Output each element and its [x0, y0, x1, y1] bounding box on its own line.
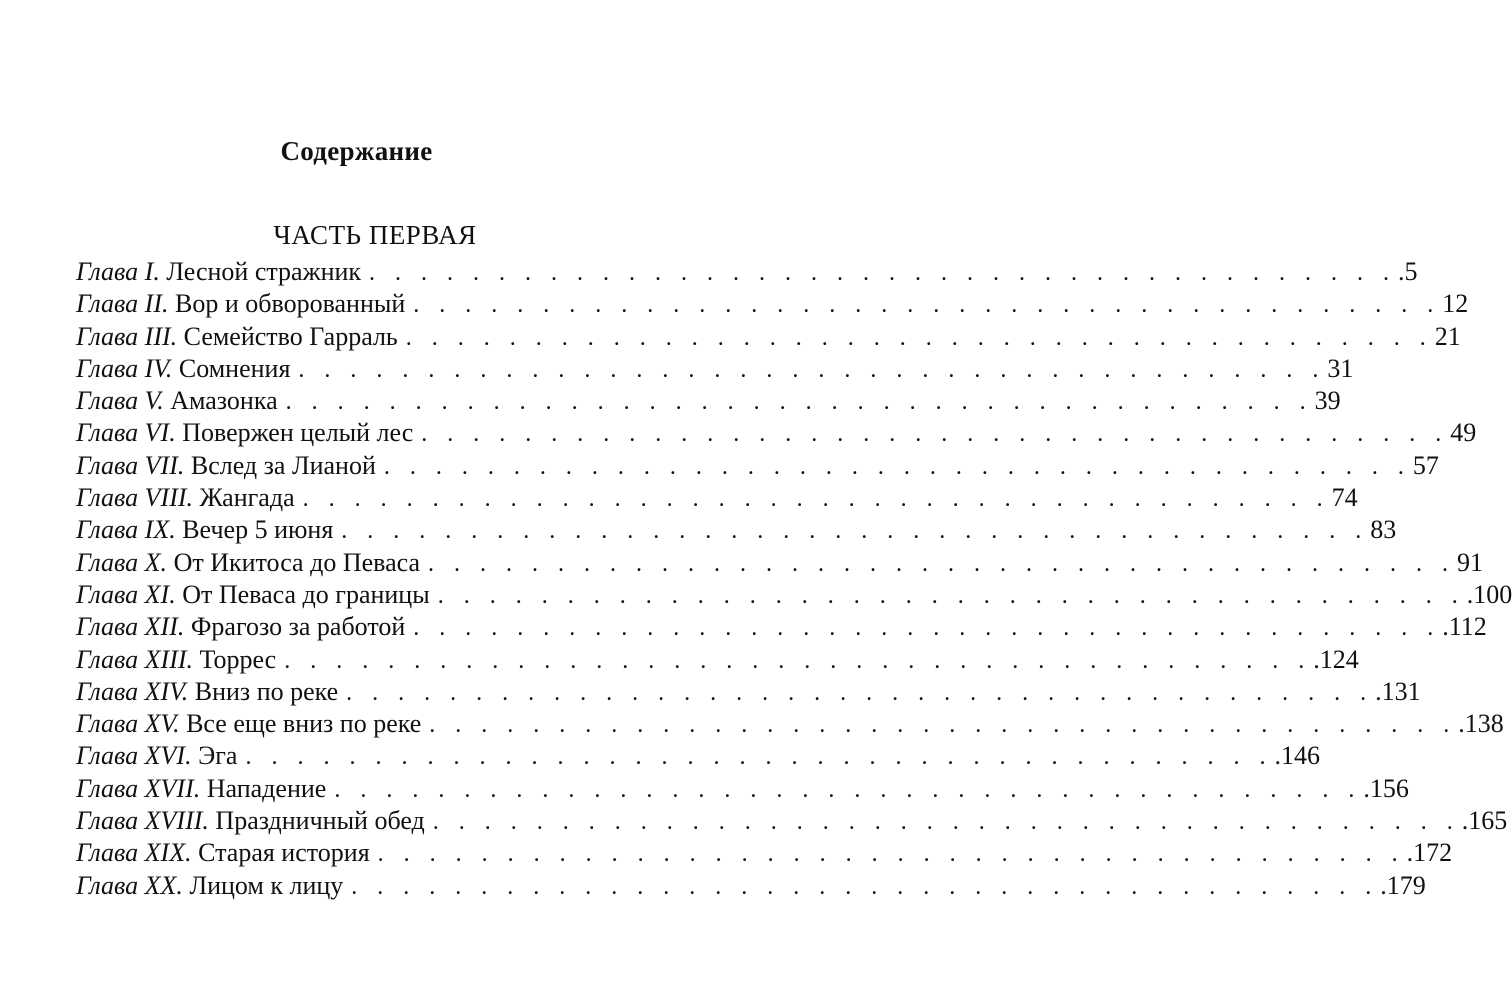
dot-leader: . . . . . . . . . . . . . . . . . . . . . . . . . . . . . . . . . . . . . . . .: [346, 679, 1374, 706]
toc-entry-label: [76, 676, 338, 708]
chapter-title: Жангада: [199, 483, 295, 513]
page-number: 49: [1450, 418, 1477, 448]
chapter-title: Вор и обворованный: [175, 289, 406, 319]
dot-leader: . . . . . . . . . . . . . . . . . . . . . . . . . . . . . . . . . . . . . . . .: [245, 744, 1273, 771]
page-number: .146: [1274, 741, 1320, 771]
chapter-title: Эга: [198, 741, 238, 771]
page-number: 83: [1370, 515, 1397, 545]
toc-entry-label: [76, 773, 326, 805]
toc-entry-label: [76, 611, 405, 643]
toc-entry: [76, 611, 1487, 643]
toc-entry: [76, 256, 1418, 288]
page-number: .112: [1442, 612, 1487, 642]
toc-entry-label: [76, 740, 237, 772]
chapter-title: Фрагозо за работой: [190, 612, 406, 642]
toc-entry-label: [76, 708, 421, 740]
chapter-title: Сомнения: [178, 353, 291, 383]
toc-entry: [76, 708, 1504, 740]
toc-entry: [76, 321, 1461, 353]
dot-leader: . . . . . . . . . . . . . . . . . . . . . . . . . . . . . . . . . . . . . . . .: [351, 873, 1379, 900]
toc-entry: [76, 288, 1469, 320]
dot-leader: . . . . . . . . . . . . . . . . . . . . . . . . . . . . . . . . . . . . . . . .: [298, 356, 1326, 383]
page-number: 21: [1434, 321, 1461, 351]
toc-entry-label: [76, 579, 430, 611]
chapter-title: Вслед за Лианой: [190, 450, 376, 480]
dot-leader: . . . . . . . . . . . . . . . . . . . . . . . . . . . . . . . . . . . . . . . .: [377, 841, 1405, 868]
page-number: .156: [1363, 773, 1409, 803]
chapter-title: Лесной стражник: [166, 257, 362, 286]
page-number: 39: [1314, 386, 1341, 416]
toc-entry: [76, 837, 1453, 869]
dot-leader: . . . . . . . . . . . . . . . . . . . . . . . . . . . . . . . . . . . . . . . .: [284, 647, 1312, 674]
chapter-title: Вниз по реке: [194, 676, 339, 706]
toc-entry-label: [76, 385, 278, 417]
dot-leader: . . . . . . . . . . . . . . . . . . . . . . . . . . . . . . . . . . . . . . . .: [341, 518, 1369, 545]
page-number: .165: [1461, 806, 1508, 836]
dot-leader: . . . . . . . . . . . . . . . . . . . . . . . . . . . . . . . . . . . . . . . .: [413, 615, 1441, 642]
toc-entry-label: [76, 482, 295, 514]
toc-entry: [76, 644, 1359, 676]
page-number: 91: [1457, 547, 1484, 577]
toc-entry: [76, 870, 1426, 902]
chapter-title: Праздничный обед: [215, 806, 425, 836]
toc-entry-label: [76, 547, 420, 579]
toc-entry-label: [76, 805, 425, 837]
chapter-number: Глава XIX.: [76, 838, 192, 868]
part-title: ЧАСТЬ ПЕРВАЯ: [273, 220, 477, 250]
dot-leader: . . . . . . . . . . . . . . . . . . . . . . . . . . . . . . . . . . . . . . . .: [369, 260, 1397, 286]
chapter-title: Старая история: [198, 838, 370, 868]
toc-entry: [76, 385, 1341, 417]
toc-entry: [76, 676, 1421, 708]
page-number: 12: [1442, 289, 1469, 319]
chapter-title: Амазонка: [170, 386, 278, 416]
chapter-title: Торрес: [199, 644, 277, 674]
toc-entry-label: [76, 450, 376, 482]
toc-entry: [76, 547, 1484, 579]
page-number: 74: [1331, 483, 1358, 513]
chapter-title: Лицом к лицу: [189, 870, 344, 900]
page-number: .100: [1466, 579, 1512, 609]
toc-entry-label: [76, 353, 290, 385]
toc-entry-label: [76, 321, 398, 353]
chapter-number: Глава VI.: [76, 418, 176, 448]
toc-entry: [76, 417, 1477, 449]
chapter-number: Глава IV.: [76, 353, 173, 383]
toc-entry: [76, 353, 1354, 385]
toc-entry: [76, 805, 1508, 837]
toc-entry-label: [76, 417, 413, 449]
chapter-number: Глава X.: [76, 547, 168, 577]
chapter-number: Глава I.: [76, 257, 160, 286]
dot-leader: . . . . . . . . . . . . . . . . . . . . . . . . . . . . . . . . . . . . . . . .: [383, 453, 1411, 480]
chapter-number: Глава IX.: [76, 515, 176, 545]
chapter-title: Нападение: [206, 773, 327, 803]
chapter-title: От Певаса до границы: [182, 579, 430, 609]
table-of-contents: [76, 256, 1512, 902]
chapter-number: Глава III.: [76, 321, 178, 351]
chapter-title: Вечер 5 июня: [182, 515, 334, 545]
dot-leader: . . . . . . . . . . . . . . . . . . . . . . . . . . . . . . . . . . . . . . . .: [302, 486, 1330, 513]
dot-leader: . . . . . . . . . . . . . . . . . . . . . . . . . . . . . . . . . . . . . . . .: [429, 712, 1457, 739]
chapter-number: Глава VIII.: [76, 483, 194, 513]
toc-entry: [76, 579, 1512, 611]
toc-entry: [76, 514, 1397, 546]
dot-leader: . . . . . . . . . . . . . . . . . . . . . . . . . . . . . . . . . . . . . . . .: [285, 389, 1313, 416]
toc-entry: [76, 740, 1320, 772]
dot-leader: . . . . . . . . . . . . . . . . . . . . . . . . . . . . . . . . . . . . . . . .: [405, 324, 1433, 351]
toc-entry: [76, 773, 1409, 805]
chapter-number: Глава XII.: [76, 612, 185, 642]
chapter-title: Повержен целый лес: [182, 418, 414, 448]
chapter-number: Глава XVIII.: [76, 806, 209, 836]
page-number: 31: [1327, 353, 1354, 383]
chapter-number: Глава XVI.: [76, 741, 192, 771]
chapter-number: Глава V.: [76, 386, 164, 416]
contents-heading: Содержание: [280, 136, 433, 166]
chapter-number: Глава XI.: [76, 579, 176, 609]
page-number: 57: [1412, 450, 1439, 480]
toc-entry-label: [76, 256, 361, 288]
chapter-number: Глава XIV.: [76, 676, 189, 706]
chapter-number: Глава II.: [76, 289, 169, 319]
page-number: .131: [1375, 676, 1421, 706]
chapter-number: Глава VII.: [76, 450, 185, 480]
chapter-number: Глава XV.: [76, 709, 180, 739]
page-number: .5: [1398, 257, 1418, 286]
toc-entry: [76, 482, 1358, 514]
chapter-title: Все еще вниз по реке: [186, 709, 422, 739]
dot-leader: . . . . . . . . . . . . . . . . . . . . . . . . . . . . . . . . . . . . . . . .: [413, 292, 1441, 319]
dot-leader: . . . . . . . . . . . . . . . . . . . . . . . . . . . . . . . . . . . . . . . .: [421, 421, 1449, 448]
page-number: .179: [1380, 870, 1426, 900]
toc-entry-label: [76, 870, 343, 902]
toc-entry-label: [76, 514, 333, 546]
chapter-number: Глава XX.: [76, 870, 183, 900]
chapter-number: Глава XIII.: [76, 644, 194, 674]
dot-leader: . . . . . . . . . . . . . . . . . . . . . . . . . . . . . . . . . . . . . . . .: [334, 776, 1362, 803]
chapter-title: Семейство Гарраль: [183, 321, 398, 351]
toc-entry-label: [76, 644, 276, 676]
dot-leader: . . . . . . . . . . . . . . . . . . . . . . . . . . . . . . . . . . . . . . . .: [432, 809, 1460, 836]
dot-leader: . . . . . . . . . . . . . . . . . . . . . . . . . . . . . . . . . . . . . . . .: [428, 550, 1456, 577]
chapter-title: От Икитоса до Певаса: [173, 547, 421, 577]
toc-entry: [76, 450, 1439, 482]
chapter-number: Глава XVII.: [76, 773, 201, 803]
dot-leader: . . . . . . . . . . . . . . . . . . . . . . . . . . . . . . . . . . . . . . . .: [437, 582, 1465, 609]
page-number: .172: [1406, 838, 1453, 868]
toc-entry-label: [76, 288, 405, 320]
page-number: .124: [1313, 644, 1359, 674]
page-number: .138: [1458, 709, 1504, 739]
toc-entry-label: [76, 837, 370, 869]
